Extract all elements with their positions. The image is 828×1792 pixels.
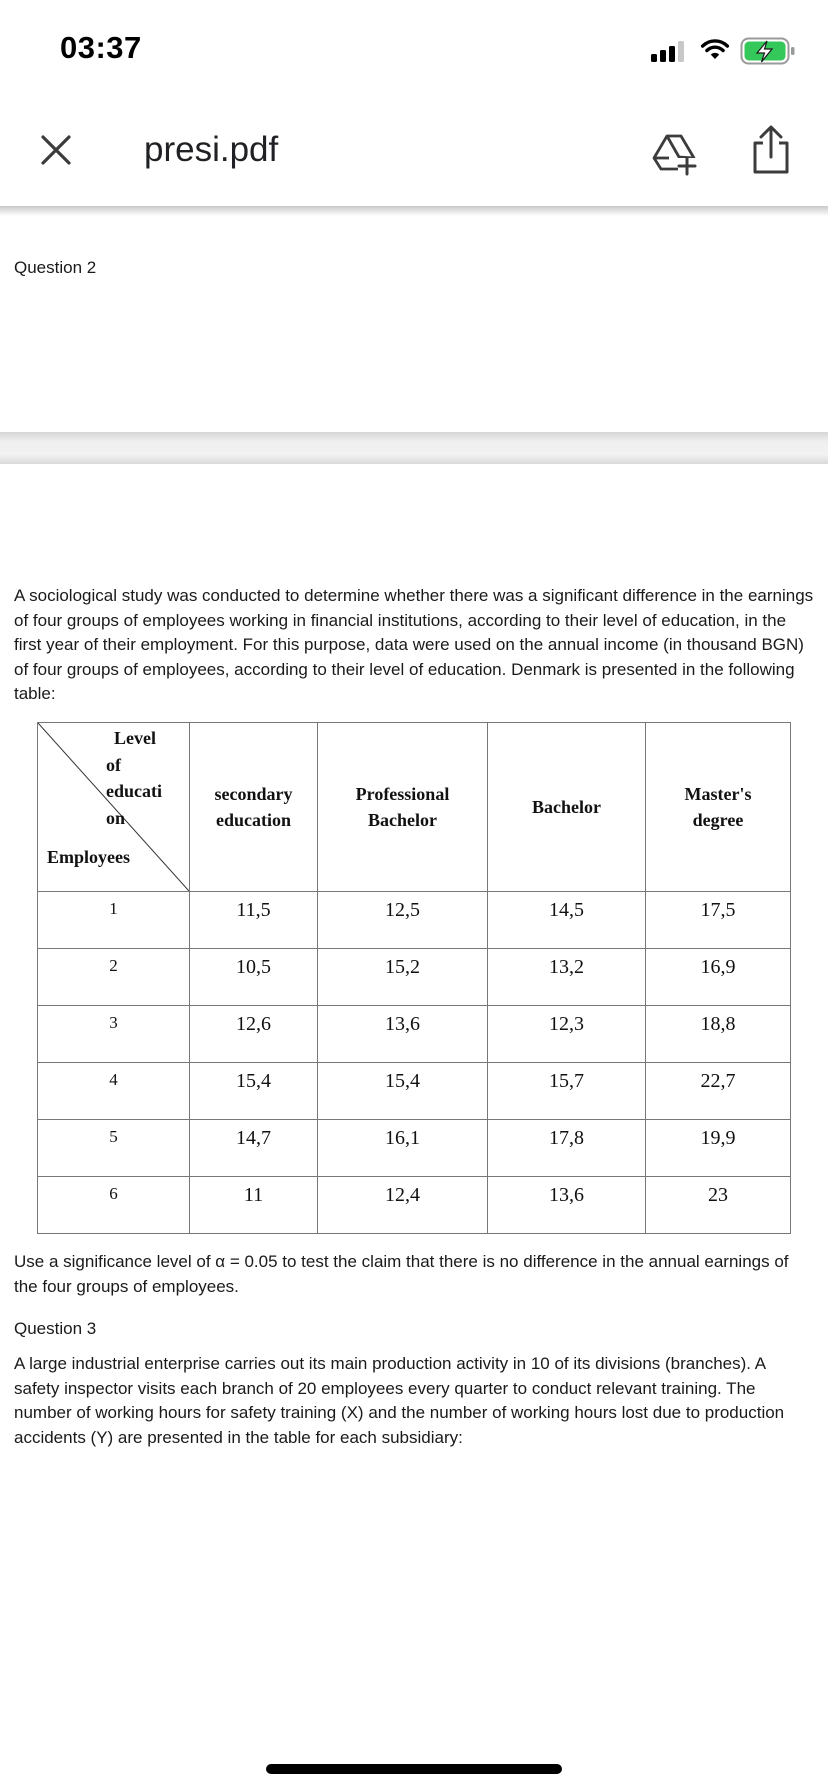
page-separator [0, 432, 828, 464]
row-number-cell: 2 [38, 949, 190, 1006]
table-cell: 12,4 [318, 1177, 488, 1234]
table-cell: 17,5 [646, 892, 791, 949]
corner-top-label [106, 725, 188, 831]
column-header-line: Master's [684, 784, 752, 804]
corner-top-line: Level [114, 728, 156, 748]
table-cell: 15,4 [190, 1063, 318, 1120]
corner-top-line: on [106, 807, 126, 828]
row-number-cell: 5 [38, 1120, 190, 1177]
column-header [190, 723, 318, 892]
table-row [38, 1006, 791, 1063]
column-header [488, 723, 646, 892]
table-row [38, 949, 791, 1006]
home-indicator[interactable] [266, 1764, 562, 1774]
question-2-heading: Question 2 [14, 258, 97, 277]
corner-header-cell [38, 723, 190, 892]
table-cell: 12,3 [488, 1006, 646, 1063]
table-cell: 18,8 [646, 1006, 791, 1063]
question-3-paragraph: A large industrial enterprise carries out its main production activity in 10 of its divisions (branches). A safety inspector visits each branch of 20 employees every quarter to conduct relevant training. The number of working hours for safety training (X) and the number of working hours lost due to production accidents (Y) are presented in the table for each subsidiary: [14, 1354, 785, 1447]
table-cell: 23 [646, 1177, 791, 1234]
table-cell: 15,4 [318, 1063, 488, 1120]
header-shadow [0, 206, 828, 216]
table-cell: 16,9 [646, 949, 791, 1006]
table-cell: 11,5 [190, 892, 318, 949]
column-header-line: secondary [214, 784, 293, 804]
table-cell: 14,7 [190, 1120, 318, 1177]
table-cell: 12,5 [318, 892, 488, 949]
table-row [38, 1120, 791, 1177]
status-bar [0, 0, 828, 100]
row-number-cell: 4 [38, 1063, 190, 1120]
add-to-drive-icon[interactable] [650, 128, 698, 176]
table-cell: 13,6 [318, 1006, 488, 1063]
column-header-line: education [215, 810, 291, 830]
corner-bottom-label: Employees [47, 847, 130, 867]
table-cell: 15,2 [318, 949, 488, 1006]
column-header-line: degree [692, 810, 744, 830]
column-header [646, 723, 791, 892]
table-cell: 19,9 [646, 1120, 791, 1177]
intro-paragraph: A sociological study was conducted to determine whether there was a significant difference in the earnings of four groups of employees working in financial institutions, according to their level of education, in the first year of their employment. For this purpose, data were used on the annual income (in thousand BGN) of four groups of employees, according to their level of education. Denmark is presented in the following table: [14, 586, 814, 703]
wifi-icon [700, 37, 730, 61]
status-time: 03:37 [60, 30, 142, 65]
corner-top-line: of [106, 754, 121, 775]
table-cell: 11 [190, 1177, 318, 1234]
table-cell: 16,1 [318, 1120, 488, 1177]
column-header-line: Bachelor [532, 797, 601, 817]
table-row [38, 892, 791, 949]
table-row [38, 1177, 791, 1234]
table-cell: 22,7 [646, 1063, 791, 1120]
cellular-signal-icon [651, 40, 687, 62]
row-number-cell: 6 [38, 1177, 190, 1234]
row-number-cell: 3 [38, 1006, 190, 1063]
significance-paragraph: Use a significance level of α = 0.05 to test the claim that there is no difference in the annual earnings of the four groups of employees. [14, 1252, 789, 1296]
table-cell: 17,8 [488, 1120, 646, 1177]
column-header-line: Bachelor [368, 810, 437, 830]
question-3-heading: Question 3 [14, 1319, 97, 1338]
close-icon[interactable] [34, 128, 78, 172]
table-cell: 12,6 [190, 1006, 318, 1063]
table-cell: 15,7 [488, 1063, 646, 1120]
table-cell: 13,6 [488, 1177, 646, 1234]
corner-top-line: educati [106, 781, 162, 801]
table-cell: 13,2 [488, 949, 646, 1006]
table-cell: 14,5 [488, 892, 646, 949]
column-header [318, 723, 488, 892]
column-header-line: Professional [355, 784, 450, 804]
file-title: presi.pdf [144, 130, 279, 169]
app-header [0, 100, 828, 206]
share-icon[interactable] [748, 124, 794, 176]
income-table [37, 722, 791, 1234]
table-row [38, 1063, 791, 1120]
battery-charging-icon [740, 37, 796, 65]
table-cell: 10,5 [190, 949, 318, 1006]
table-header-row [38, 723, 791, 892]
row-number-cell: 1 [38, 892, 190, 949]
